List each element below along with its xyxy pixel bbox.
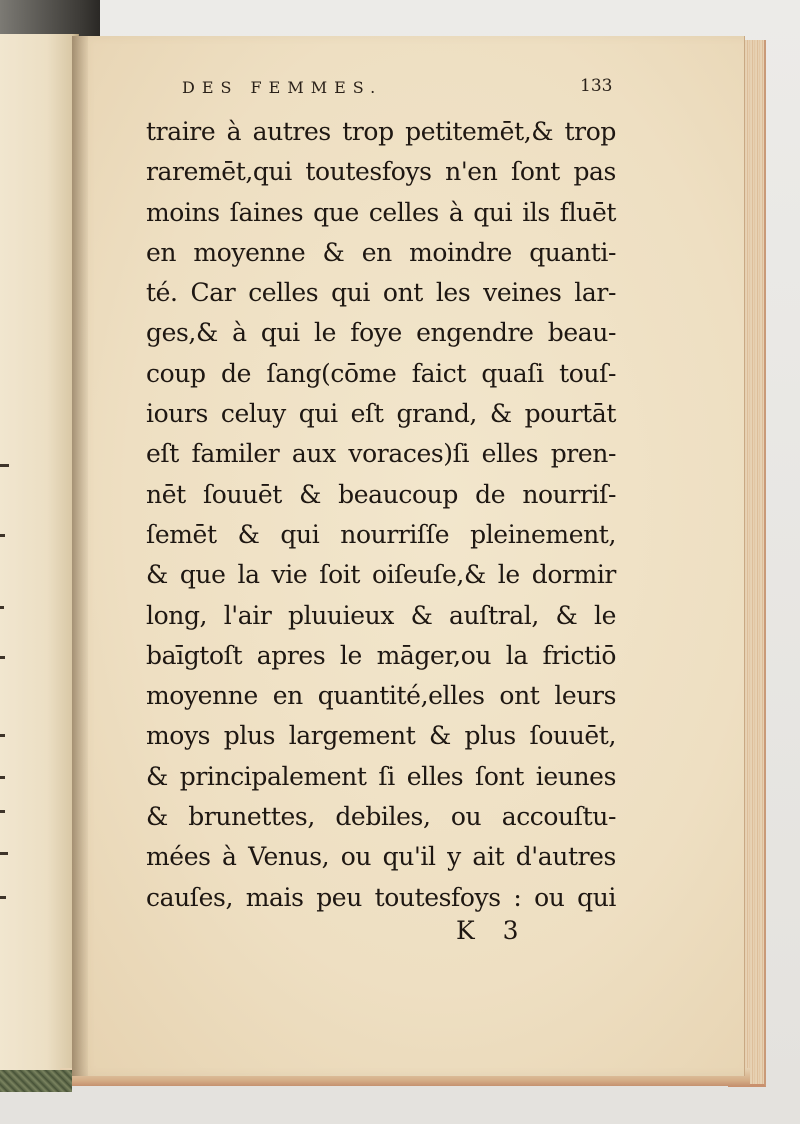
text-line: & que la vie ſoit oiſeuſe,& le dormir xyxy=(146,560,616,590)
running-head: DES FEMMES. xyxy=(182,78,383,97)
text-line: té. Car celles qui ont les veines lar- xyxy=(146,278,616,308)
background-strip xyxy=(0,0,100,38)
text-line: nēt ſouuēt & beaucoup de nourriſ- xyxy=(146,479,616,509)
ink-bleed-mark xyxy=(0,464,9,467)
ink-bleed-mark xyxy=(0,606,4,609)
text-line: cauſes, mais peu toutesfoys : ou qui xyxy=(146,882,616,912)
text-line: iours celuy qui eſt grand, & pourtāt xyxy=(146,399,616,429)
ink-bleed-mark xyxy=(0,896,6,899)
text-line: baīgtoſt apres le māger,ou la frictiō xyxy=(146,640,616,670)
left-page-edge xyxy=(0,34,79,1074)
signature-mark: K 3 xyxy=(456,916,529,945)
ink-bleed-mark xyxy=(0,852,8,855)
text-line: mées à Venus, ou qu'il y ait d'autres xyxy=(146,842,616,872)
text-line: long, l'air pluuieux & auſtral, & le xyxy=(146,600,616,630)
text-line: raremēt,qui toutesfoys n'en ſont pas xyxy=(146,157,616,187)
text-line: en moyenne & en moindre quanti- xyxy=(146,237,616,267)
text-line: traire à autres trop petitemēt,& trop xyxy=(146,117,616,146)
text-line: moys plus largement & plus ſouuēt, xyxy=(146,721,616,751)
gutter-shadow xyxy=(72,36,88,1076)
ink-bleed-mark xyxy=(0,734,5,737)
text-line: coup de ſang(cōme faict quaſi touſ- xyxy=(146,358,616,388)
ink-bleed-mark xyxy=(0,810,5,813)
text-line: ſemēt & qui nourriſſe pleinement, xyxy=(146,519,616,549)
ink-bleed-mark xyxy=(0,656,5,659)
ink-bleed-mark xyxy=(0,534,5,537)
text-line: eſt familer aux voraces)ſi elles pren- xyxy=(146,439,616,469)
page-number: 133 xyxy=(580,76,613,96)
text-line: & brunettes, debiles, ou accouſtu- xyxy=(146,802,616,832)
text-line: ges,& à qui le foye engendre beau- xyxy=(146,318,616,348)
text-line: moyenne en quantité,elles ont leurs xyxy=(146,681,616,711)
ink-bleed-mark xyxy=(0,776,5,779)
text-line: moins ſaines que celles à qui ils fluēt xyxy=(146,197,616,227)
text-line: & principalement ſi elles ſont ieunes xyxy=(146,761,616,791)
body-text xyxy=(146,112,616,918)
binding-cloth xyxy=(0,1070,72,1092)
